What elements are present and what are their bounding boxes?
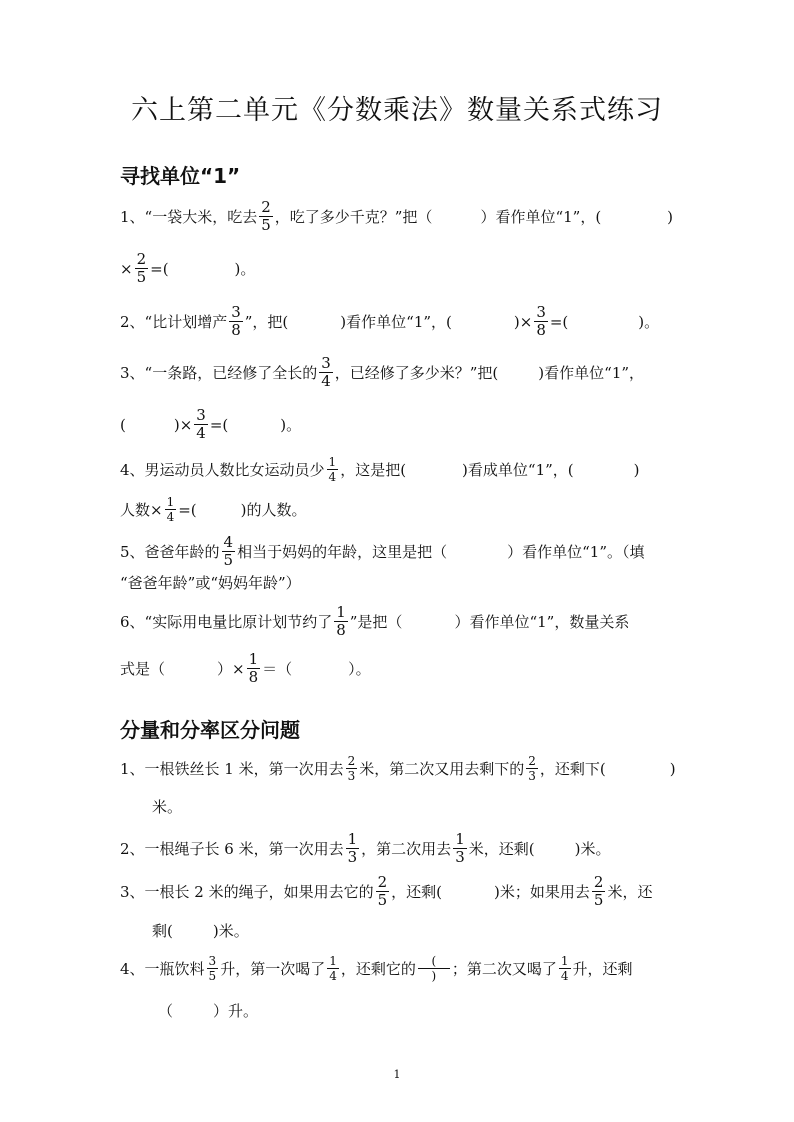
- fraction: $\frac{1}{4}$: [328, 455, 337, 484]
- fraction: $\frac{1}{3}$: [347, 830, 358, 866]
- question-1-4-line-2: 人数× $\frac{1}{4}$ =( )的人数。: [120, 495, 307, 524]
- question-1-1-line-1: 1、“一袋大米，吃去 $\frac{2}{5}$ ，吃了多少千克？”把（ ）看作单位“1”，( ): [120, 198, 674, 234]
- question-2-3-line-1: 3、一根长 2 米的绳子，如果用去它的 $\frac{2}{5}$ ，还剩( )米；如果用去 $\frac{2}{5}$ 米，还: [120, 873, 653, 909]
- fraction: $\frac{1}{4}$: [166, 495, 175, 524]
- question-2-4-line-2: （ ）升。: [158, 1002, 259, 1020]
- fraction: $\frac{3}{4}$: [321, 354, 331, 390]
- fraction: $\frac{4}{5}$: [223, 533, 234, 569]
- question-1-6-line-2: 式是（ ）× $\frac{1}{8}$ ＝（ ）。: [120, 650, 371, 686]
- fraction: $\frac{2}{5}$: [261, 198, 271, 234]
- fraction: $\frac{2}{3}$: [528, 754, 536, 783]
- question-1-3-line-2: ( )× $\frac{3}{4}$ =( )。: [120, 406, 302, 442]
- fraction: $\frac{1}{3}$: [455, 830, 465, 866]
- question-2-2: 2、一根绳子长 6 米，第一次用去 $\frac{1}{3}$ ，第二次用去 $\frac{1}{3}$ 米，还剩( )米。: [120, 830, 611, 866]
- fraction-blank[interactable]: $\frac{(}{)}$: [418, 955, 450, 982]
- fraction: $\frac{3}{8}$: [231, 303, 241, 339]
- question-1-6-line-1: 6、“实际用电量比原计划节约了 $\frac{1}{8}$ ”是把（ ）看作单位“1”，数量关系: [120, 603, 630, 639]
- fraction: $\frac{2}{3}$: [347, 754, 356, 783]
- fraction: $\frac{3}{5}$: [208, 954, 217, 983]
- fraction: $\frac{1}{4}$: [329, 954, 337, 983]
- fraction: $\frac{1}{4}$: [560, 954, 569, 983]
- question-2-3-line-2: 剩( )米。: [152, 922, 249, 940]
- question-2-1-line-1: 1、一根铁丝长 1 米，第一次用去 $\frac{2}{3}$ 米，第二次又用去剩下的 $\frac{2}{3}$ ，还剩下( ): [120, 754, 676, 783]
- page-title: 六上第二单元《分数乘法》数量关系式练习: [131, 95, 663, 126]
- question-1-5-line-2: “爸爸年龄”或“妈妈年龄”）: [120, 574, 301, 592]
- question-1-5-line-1: 5、爸爸年龄的 $\frac{4}{5}$ 相当于妈妈的年龄，这里是把（ ）看作单位“1”。（填: [120, 533, 645, 569]
- section-heading-quantity-vs-rate: 分量和分率区分问题: [120, 718, 300, 742]
- question-1-1-line-2: × $\frac{2}{5}$ =( )。: [120, 250, 256, 286]
- section-heading-unit-one: 寻找单位“1”: [120, 164, 241, 188]
- question-1-3-line-1: 3、“一条路，已经修了全长的 $\frac{3}{4}$ ，已经修了多少米？”把( )看作单位“1”，: [120, 354, 645, 390]
- fraction: $\frac{2}{5}$: [593, 873, 604, 909]
- fraction: $\frac{2}{5}$: [377, 873, 388, 909]
- question-2-4-line-1: 4、一瓶饮料 $\frac{3}{5}$ 升，第一次喝了 $\frac{1}{4}$ ，还剩它的 $\frac{(}{)}$ ；第二次又喝了 $\frac{1}{4}$ 升，还剩: [120, 954, 633, 983]
- question-2-1-line-2: 米。: [152, 798, 183, 816]
- fraction: $\frac{1}{8}$: [336, 603, 346, 639]
- fraction: $\frac{3}{4}$: [196, 406, 206, 442]
- fraction: $\frac{3}{8}$: [536, 303, 546, 339]
- question-1-4-line-1: 4、男运动员人数比女运动员少 $\frac{1}{4}$ ，这是把( )看成单位“1”，( ): [120, 455, 640, 484]
- fraction: $\frac{1}{8}$: [248, 650, 259, 686]
- question-1-2: 2、“比计划增产 $\frac{3}{8}$ ”，把( )看作单位“1”，( )× $\frac{3}{8}$ =( )。: [120, 303, 660, 339]
- fraction: $\frac{2}{5}$: [136, 250, 147, 286]
- page-number: 1: [393, 1068, 401, 1081]
